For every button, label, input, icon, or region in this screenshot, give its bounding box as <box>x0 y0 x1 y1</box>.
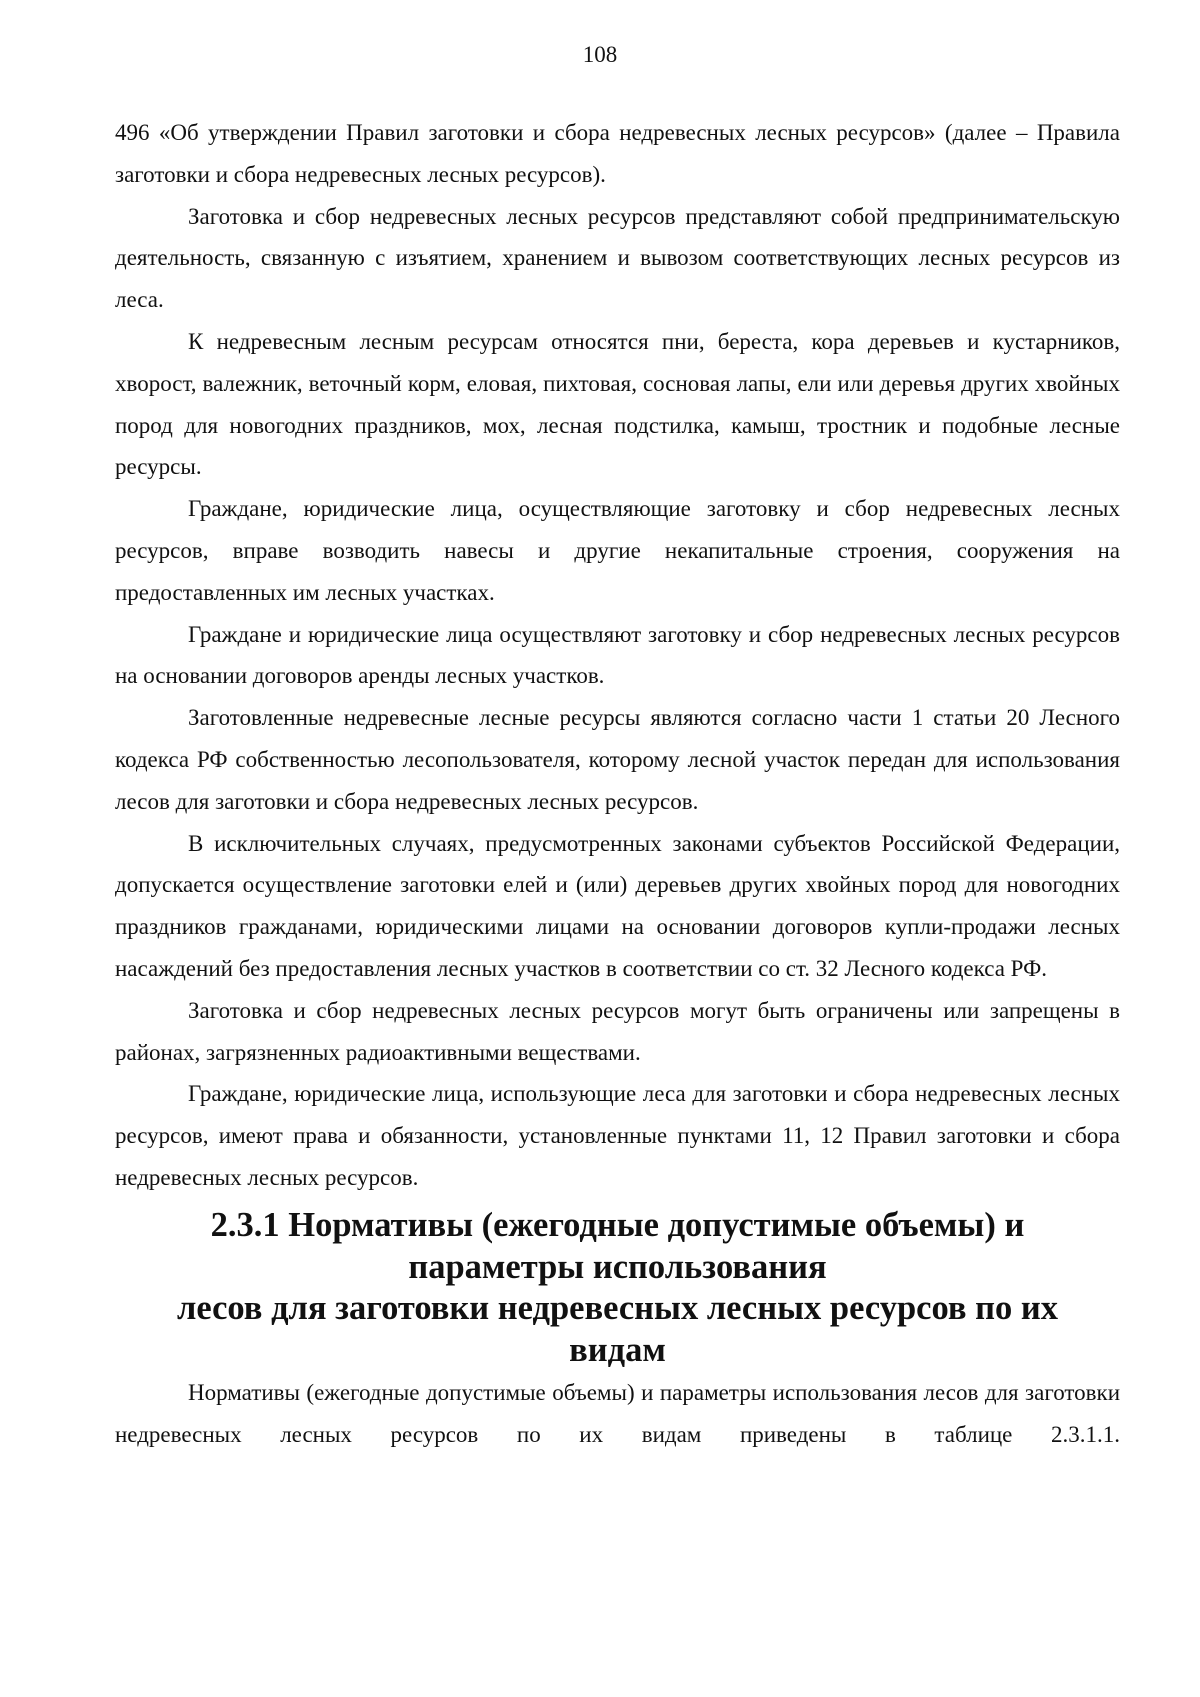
paragraph: Граждане и юридические лица осуществляют заготовку и сбор недревесных лесных ресурсов на основании договоров аренды лесных участков. <box>115 621 1120 689</box>
paragraph: Заготовка и сбор недревесных лесных ресурсов представляют собой предпринимательскую деятельность, связанную с изъятием, хранением и вывозом соответствующих лесных ресурсов из леса. <box>115 203 1120 313</box>
paragraph: В исключительных случаях, предусмотренных законами субъектов Российской Федерации, допускается осуществление заготовки елей и (или) деревьев других хвойных пород для новогодних праздников гражданами, юридическими лицами на основании договоров купли-продажи лесных насаждений без предоставления лесных участков в соответствии со ст. 32 Лесного кодекса РФ. <box>115 830 1120 981</box>
paragraph: Заготовленные недревесные лесные ресурсы являются согласно части 1 статьи 20 Лесного кодекса РФ собственностью лесопользователя, которому лесной участок передан для использования лесов для заготовки и сбора недревесных лесных ресурсов. <box>115 705 1120 814</box>
section-heading-line-2: лесов для заготовки недревесных лесных ресурсов по их видам <box>177 1289 1058 1370</box>
paragraph: Граждане, юридические лица, осуществляющие заготовку и сбор недревесных лесных ресурсов, вправе возводить навесы и другие некапитальные строения, сооружения на предоставленных им лесных участках. <box>115 496 1120 605</box>
paragraph: К недревесным лесным ресурсам относятся пни, береста, кора деревьев и кустарников, хворост, валежник, веточный корм, еловая, пихтовая, сосновая лапы, ели или деревья других хвойных пород для новогодних праздников, мох, лесная подстилка, камыш, тростник и подобные лесные ресурсы. <box>115 328 1120 480</box>
paragraph-continuation: 496 «Об утверждении Правил заготовки и сбора недревесных лесных ресурсов» (далее – Правила заготовки и сбора недревесных лесных ресурсов). <box>115 120 1120 187</box>
section-heading <box>115 1205 1120 1372</box>
section-heading-line-1: 2.3.1 Нормативы (ежегодные допустимые объемы) и параметры использования <box>210 1205 1025 1286</box>
closing-paragraph: Нормативы (ежегодные допустимые объемы) и параметры использования лесов для заготовки недревесных лесных ресурсов по их видам приведены в таблице 2.3.1.1. <box>115 1379 1120 1447</box>
page-number: 108 <box>582 42 618 67</box>
page-body <box>115 112 1120 1456</box>
paragraph: Заготовка и сбор недревесных лесных ресурсов могут быть ограничены или запрещены в районах, загрязненных радиоактивными веществами. <box>115 997 1120 1065</box>
paragraph: Граждане, юридические лица, использующие леса для заготовки и сбора недревесных лесных ресурсов, имеют права и обязанности, установленные пунктами 11, 12 Правил заготовки и сбора недревесных лесных ресурсов. <box>115 1081 1120 1190</box>
